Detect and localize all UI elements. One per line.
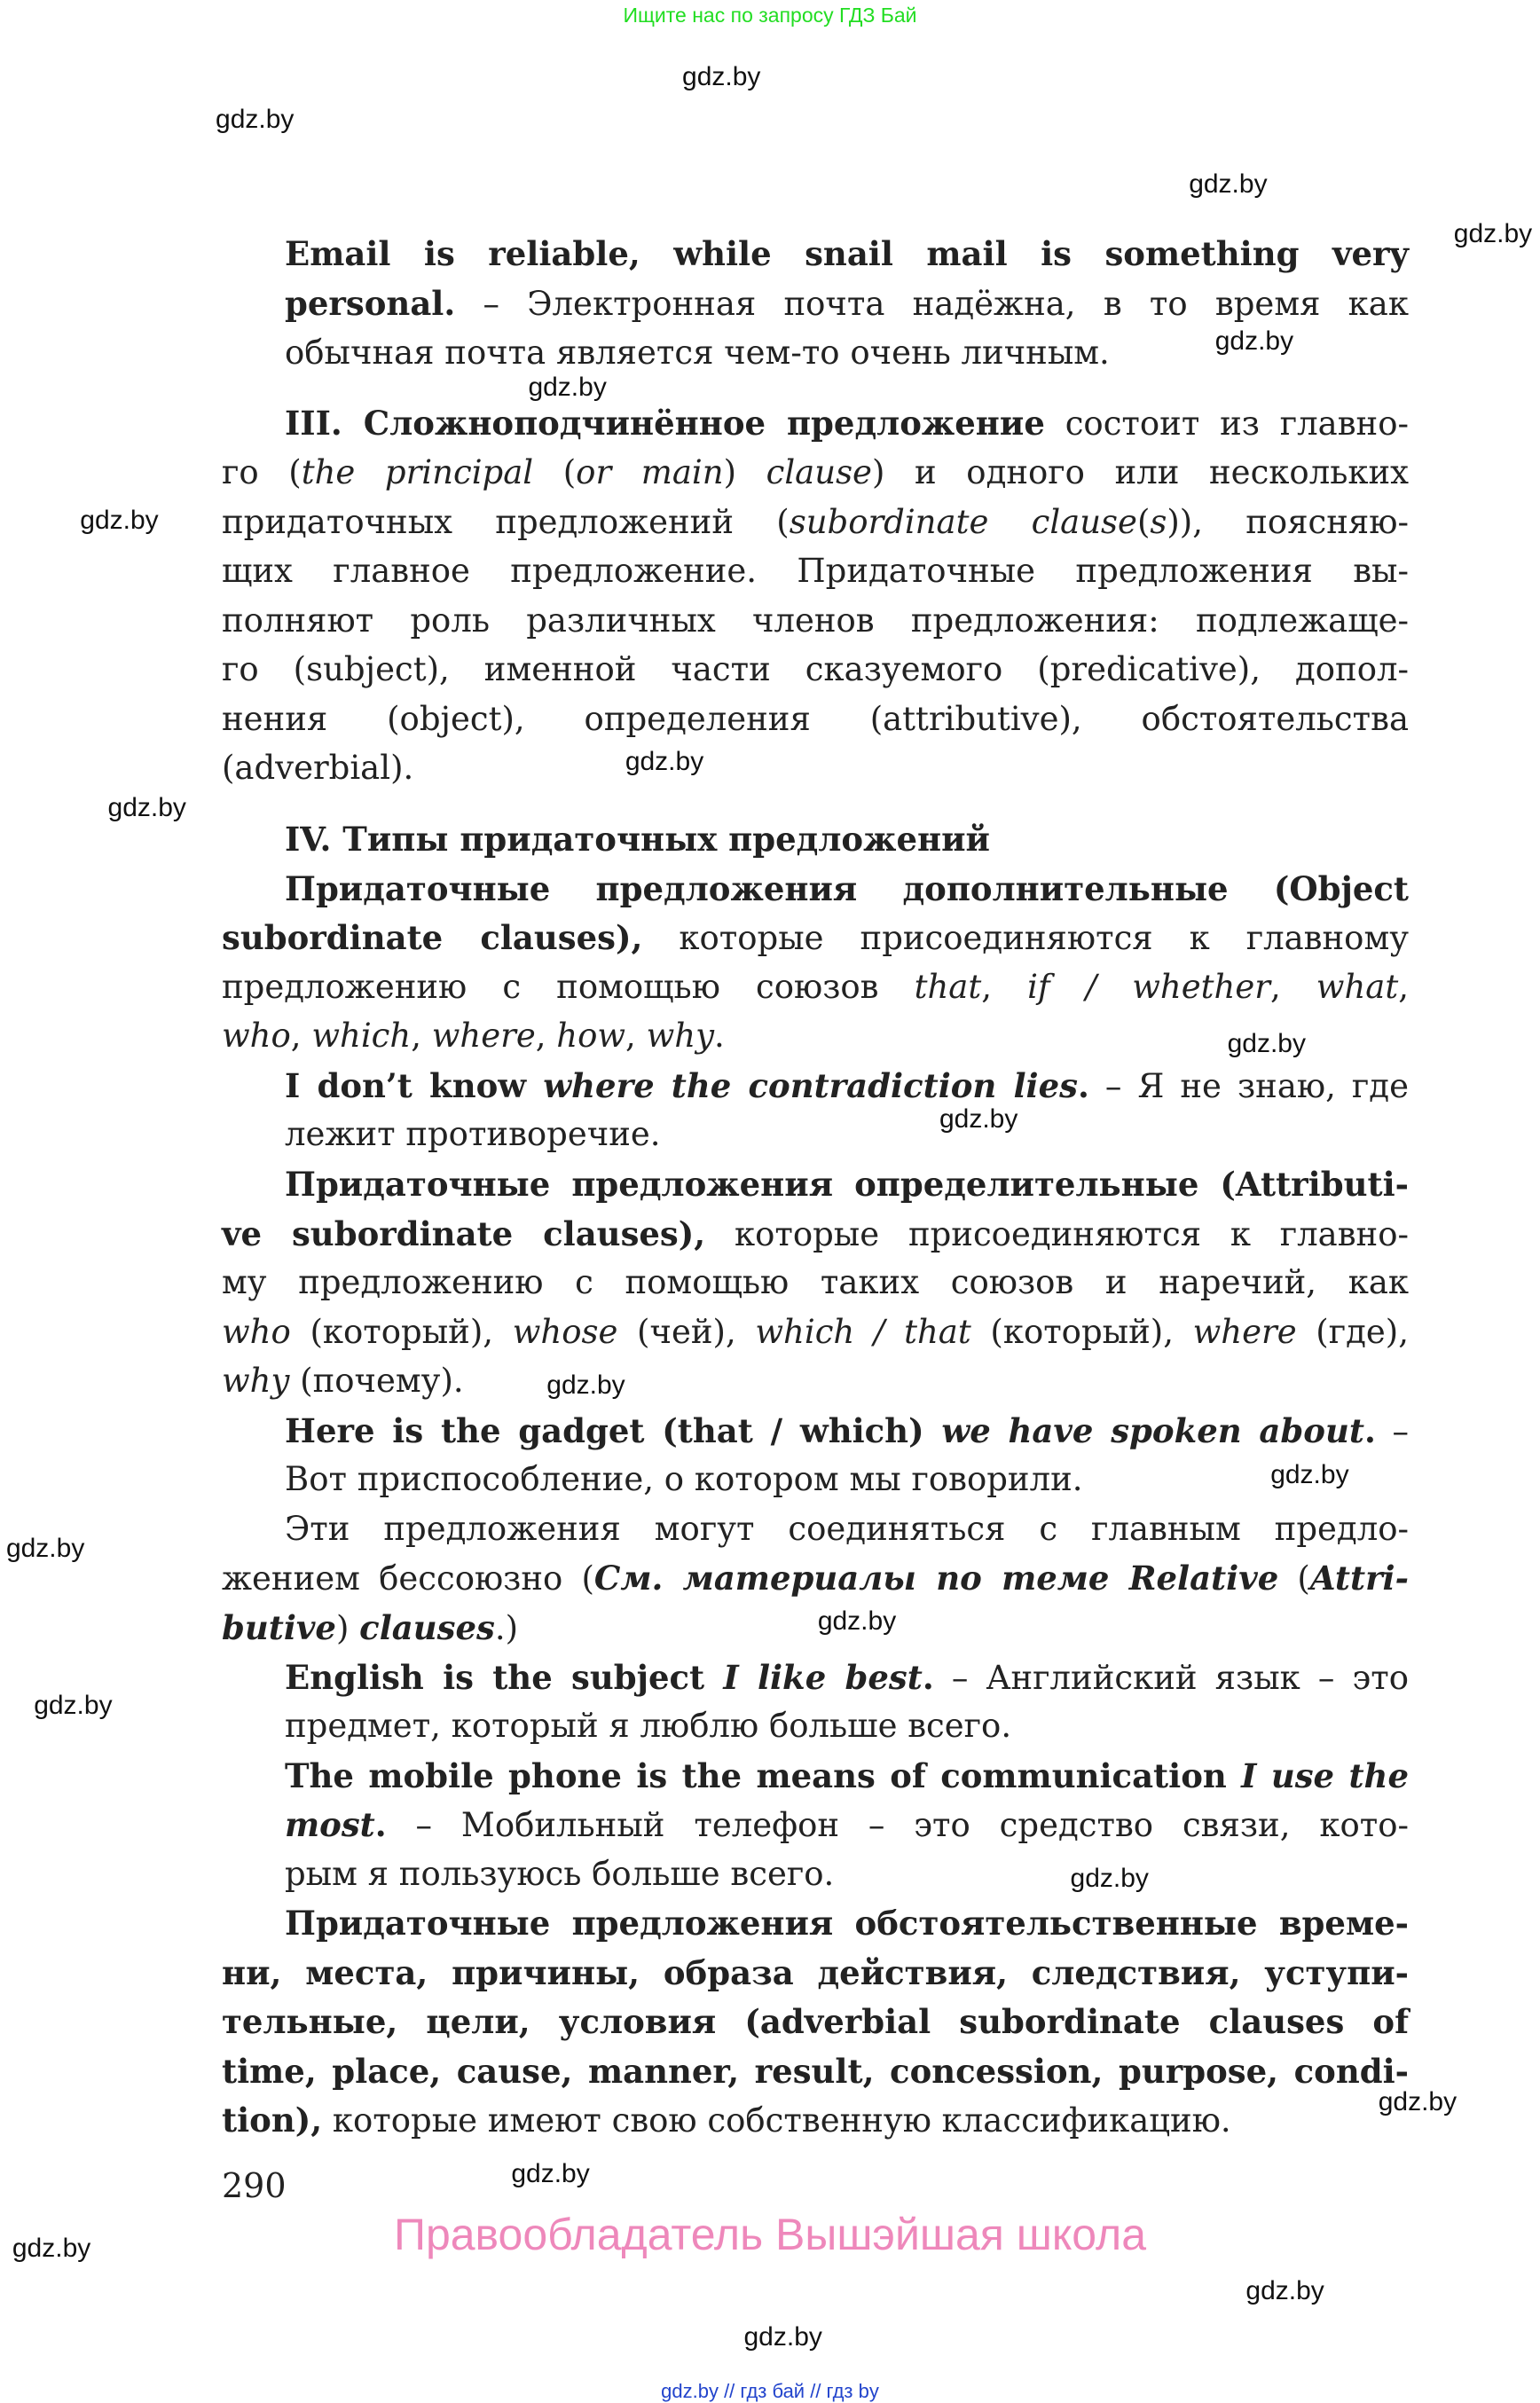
text-run: предложению с помощью союзов [222, 967, 915, 1006]
text-line [222, 1997, 1409, 2046]
text-run: ( [1278, 1559, 1310, 1598]
italic-run: where [1192, 1312, 1297, 1351]
watermark-gdz: gdz.by [1245, 2276, 1324, 2306]
search-banner: Ищите нас по запросу ГДЗ Бай [623, 4, 917, 27]
bold-run: . [922, 1657, 934, 1697]
text-run: жением бессоюзно ( [222, 1559, 594, 1598]
bold-italic-run: Attri- [1309, 1559, 1409, 1598]
text-line [285, 1849, 1409, 1899]
text-run: рым я пользуюсь больше всего. [285, 1854, 835, 1893]
text-run: (который), [290, 1312, 513, 1351]
text-line [222, 2046, 1409, 2096]
page-number: 290 [222, 2166, 287, 2205]
italic-run: the principal [301, 452, 534, 491]
text-line [285, 398, 1409, 448]
text-line [285, 1751, 1409, 1801]
text-run: Вот приспособление, о котором мы говорили. [285, 1460, 1083, 1499]
italic-run: who [222, 1017, 291, 1056]
text-line [222, 546, 1409, 596]
italic-run: clause [766, 452, 872, 491]
text-run: (который), [970, 1312, 1193, 1351]
italic-run: that [914, 967, 982, 1006]
watermark-gdz: gdz.by [743, 2322, 822, 2352]
text-run: состоит из главно- [1044, 404, 1409, 444]
bold-italic-run: I use the [1241, 1755, 1409, 1795]
bold-run: personal. [285, 283, 456, 323]
text-line [222, 1209, 1409, 1259]
text-run: (где), [1296, 1312, 1409, 1351]
text-line [222, 1258, 1409, 1308]
text-run: ) [723, 452, 766, 491]
watermark-gdz: gdz.by [34, 1691, 113, 1721]
bold-run: ни, места, причины, образа действия, следствия, уступи- [222, 1952, 1409, 1992]
watermark-gdz: gdz.by [216, 105, 295, 135]
text-run: го ( [222, 452, 302, 491]
italic-run: which [311, 1017, 412, 1056]
text-line [285, 1406, 1409, 1456]
text-line [222, 913, 1409, 962]
text-line [285, 1159, 1409, 1209]
watermark-gdz: gdz.by [107, 793, 186, 823]
bold-run: . [374, 1805, 387, 1845]
bold-run: tion), [222, 2101, 323, 2140]
text-line [222, 1553, 1409, 1603]
watermark-gdz: gdz.by [5, 1534, 85, 1564]
watermark-gdz: gdz.by [1214, 326, 1294, 357]
bold-run: IV. Типы придаточных предложений [285, 820, 990, 860]
bold-run: The mobile phone is the means of communication [285, 1755, 1242, 1795]
bold-run: Придаточные предложения определительные (Attributi- [285, 1164, 1409, 1204]
bold-italic-run: I like best [723, 1657, 923, 1697]
copyright-notice: Правообладатель Вышэйшая школа [394, 2210, 1146, 2259]
text-line [222, 1308, 1409, 1357]
watermark-gdz: gdz.by [1378, 2086, 1458, 2116]
text-run: ) и одного или нескольких [871, 452, 1410, 491]
watermark-gdz: gdz.by [80, 505, 159, 535]
text-run: – Английский язык – это [933, 1658, 1409, 1697]
watermark-gdz: gdz.by [546, 1370, 625, 1401]
italic-run: subordinate clause [789, 502, 1137, 541]
text-line [285, 1110, 1409, 1159]
bold-run: English is the subject [285, 1657, 724, 1697]
italic-run: what [1316, 967, 1399, 1006]
text-line [285, 279, 1409, 328]
bold-run: I don’t know [285, 1065, 544, 1105]
bold-italic-run: we have spoken about [941, 1410, 1364, 1450]
text-line [285, 1061, 1409, 1111]
text-run: (почему). [289, 1362, 464, 1401]
watermark-gdz: gdz.by [939, 1104, 1018, 1135]
watermark-gdz: gdz.by [511, 2159, 590, 2189]
text-line [222, 743, 1409, 793]
bold-italic-run: where the contradiction lies [543, 1065, 1078, 1105]
text-run: нения (object), определения (attributive), обстоятельства [222, 699, 1409, 738]
text-line [222, 596, 1409, 646]
italic-run: where [431, 1017, 536, 1056]
bold-run: time, place, cause, manner, result, concession, purpose, condi- [222, 2051, 1409, 2091]
text-run: , [290, 1017, 312, 1056]
bold-run: . [1363, 1410, 1376, 1450]
watermark-gdz: gdz.by [625, 747, 704, 777]
text-run: – Я не знаю, где [1088, 1066, 1409, 1105]
italic-run: why [646, 1017, 714, 1056]
italic-run: which / that [755, 1312, 971, 1351]
italic-run: if / whether [1027, 967, 1270, 1006]
text-line [285, 1800, 1409, 1849]
bold-run: III. Сложноподчинённое предложение [285, 404, 1045, 444]
bold-italic-run: most [285, 1805, 375, 1845]
text-line [222, 498, 1409, 547]
bold-run: subordinate clauses), [222, 918, 643, 958]
text-run: )), поясняю- [1167, 502, 1409, 541]
text-line [285, 1898, 1409, 1948]
text-run: которые имеют свою собственную классификацию. [322, 2101, 1231, 2140]
text-run: (чей), [617, 1312, 756, 1351]
watermark-gdz: gdz.by [1227, 1029, 1306, 1058]
italic-run: how [556, 1017, 626, 1056]
watermark-gdz: gdz.by [1189, 169, 1268, 200]
text-run: щих главное предложение. Придаточные предложения вы- [222, 552, 1409, 591]
text-line [285, 229, 1409, 279]
text-run: – Мобильный телефон – это средство связи, кото- [386, 1806, 1409, 1845]
text-run: предмет, который я люблю больше всего. [285, 1707, 1012, 1746]
text-line [222, 695, 1409, 744]
text-run: , [1398, 967, 1409, 1006]
bold-italic-run: butive [222, 1607, 336, 1647]
text-run: придаточных предложений ( [222, 502, 790, 541]
text-run: го (subject), именной части сказуемого (predicative), допол- [222, 650, 1409, 689]
text-line [222, 1603, 1409, 1653]
text-run: . [713, 1017, 725, 1056]
text-run: – Электронная почта надёжна, в то время как [455, 284, 1409, 323]
text-run: Эти предложения могут соединяться с главным предло- [285, 1509, 1409, 1548]
text-line [222, 645, 1409, 695]
italic-run: s [1150, 502, 1167, 541]
text-line [285, 1455, 1409, 1504]
italic-run: who [222, 1312, 291, 1351]
text-run: ( [533, 452, 577, 491]
text-line [222, 2095, 1409, 2145]
text-line [222, 962, 1409, 1012]
text-line [285, 814, 1409, 864]
text-run: обычная почта является чем-то очень личным. [285, 333, 1110, 372]
bold-run: . [1077, 1065, 1089, 1105]
text-run: ( [1136, 502, 1151, 541]
bold-run: Email is reliable, while snail mail is something very [285, 234, 1409, 274]
text-run: му предложению с помощью таких союзов и наречий, как [222, 1263, 1409, 1302]
bold-run: Придаточные предложения дополнительные (Object [285, 868, 1409, 908]
text-run: (adverbial). [222, 749, 414, 788]
text-run: ) [335, 1608, 360, 1647]
text-run: , [625, 1017, 647, 1056]
text-run: которые присоединяются к главно- [705, 1214, 1409, 1253]
text-run: лежит противоречие. [285, 1115, 661, 1154]
text-run: , [981, 967, 1028, 1006]
footer-links[interactable]: gdz.by // гдз бай // гдз by [661, 2380, 879, 2402]
text-line [222, 1356, 1409, 1406]
text-run: .) [494, 1608, 519, 1647]
watermark-gdz: gdz.by [817, 1606, 897, 1636]
watermark-gdz: gdz.by [682, 61, 761, 91]
italic-run: why [222, 1362, 290, 1401]
text-line [285, 1504, 1409, 1554]
text-line [285, 1701, 1409, 1751]
italic-run: or main [576, 452, 724, 491]
bold-run: ve subordinate clauses), [222, 1213, 706, 1253]
bold-italic-run: clauses [359, 1607, 495, 1647]
text-run: которые присоединяются к главному [642, 919, 1410, 958]
watermark-gdz: gdz.by [528, 373, 607, 403]
text-run: , [535, 1017, 557, 1056]
text-run: , [411, 1017, 432, 1056]
text-run: , [1269, 967, 1316, 1006]
text-line [222, 448, 1409, 498]
italic-run: whose [512, 1312, 618, 1351]
text-run: – [1375, 1411, 1409, 1450]
watermark-gdz: gdz.by [1070, 1863, 1149, 1893]
watermark-gdz: gdz.by [1453, 218, 1533, 248]
watermark-gdz: gdz.by [12, 2233, 91, 2263]
bold-italic-run: См. материалы по теме Relative [593, 1559, 1279, 1598]
bold-run: тельные, цели, условия (adverbial subordinate clauses of [222, 2002, 1409, 2042]
text-run: полняют роль различных членов предложения: подлежаще- [222, 601, 1409, 640]
bold-run: Придаточные предложения обстоятельственные време- [285, 1904, 1409, 1944]
watermark-gdz: gdz.by [1270, 1460, 1349, 1490]
bold-run: Here is the gadget (that / which) [285, 1410, 942, 1450]
text-line [285, 1653, 1409, 1702]
text-line [285, 864, 1409, 914]
text-line [222, 1948, 1409, 1998]
